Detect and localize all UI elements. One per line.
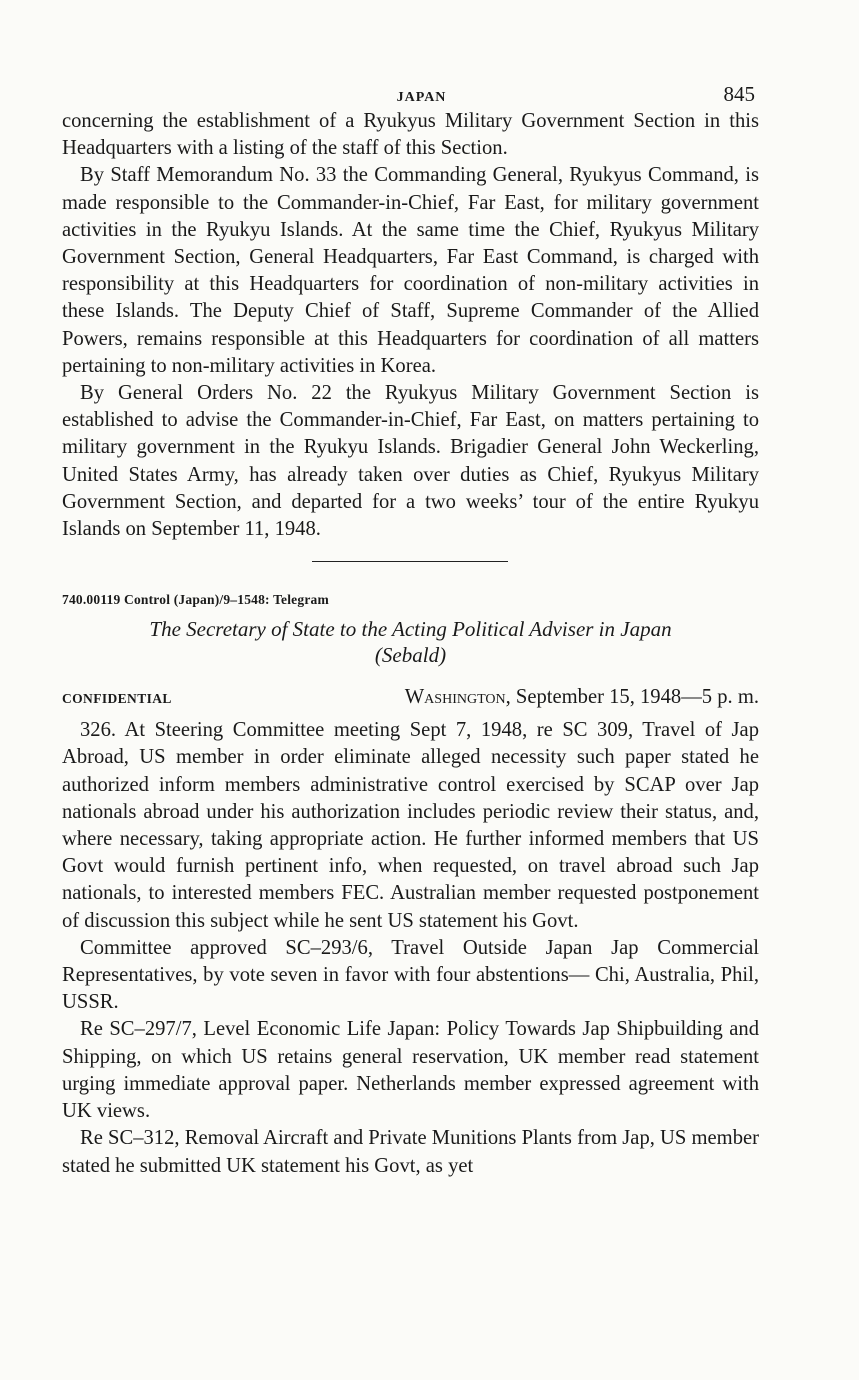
paragraph: Re SC–312, Removal Aircraft and Private Munitions Plants from Jap, US member stated he submitted UK statement his Govt, as yet bbox=[62, 1127, 759, 1177]
classification-label: CONFIDENTIAL bbox=[62, 691, 172, 707]
paragraph: By Staff Memorandum No. 33 the Commanding General, Ryukyus Command, is made responsible to the Commander-in-Chief, Far East, for military government activities in the Ryukyu Islands. At the same time the Chief, Ryukyus Military Government Section, General Headquarters, Far East Command, is charged with responsibility at this Headquarters for coordination of non-military activities in these Islands. The Deputy Chief of Staff, Supreme Commander of the Allied Powers, remains responsible at this Headquarters for coordination of all matters pertaining to non-military activities in Korea. bbox=[62, 164, 759, 377]
paragraph: concerning the establishment of a Ryukyus Military Government Section in this Headquarters with a listing of the staff of this Section. bbox=[62, 110, 759, 160]
document-title-line: The Secretary of State to the Acting Political Adviser in Japan bbox=[149, 617, 672, 642]
paragraph: By General Orders No. 22 the Ryukyus Military Government Section is established to advise the Commander-in-Chief, Far East, on matters pertaining to military government in the Ryukyu Islands. Brigadier General John Weckerling, United States Army, has already taken over duties as Chief, Ryukyus Military Government Section, and departed for a two weeks’ tour of the entire Ryukyu Islands on September 11, 1948. bbox=[62, 382, 759, 541]
section-divider bbox=[312, 561, 508, 562]
paragraph: Re SC–297/7, Level Economic Life Japan: Policy Towards Jap Shipbuilding and Shipping, on which US retains general reservation, UK member read statement urging immediate approval paper. Netherlands member expressed agreement with UK views. bbox=[62, 1018, 759, 1123]
dateline bbox=[405, 686, 759, 709]
intro-section bbox=[62, 108, 759, 543]
document-title bbox=[62, 616, 759, 668]
page-number: 845 bbox=[723, 82, 755, 106]
dateline-row bbox=[62, 686, 759, 709]
dateline-place: Washington, bbox=[404, 686, 511, 709]
telegram-body bbox=[62, 717, 759, 1179]
document-title-line: (Sebald) bbox=[374, 643, 447, 668]
file-reference: 740.00119 Control (Japan)/9–1548: Telegram bbox=[62, 592, 329, 608]
running-head bbox=[62, 78, 759, 108]
running-title: JAPAN bbox=[396, 90, 447, 105]
paragraph: 326. At Steering Committee meeting Sept 7, 1948, re SC 309, Travel of Jap Abroad, US member in order eliminate alleged necessity such paper stated he authorized inform members administrative control exercised by SCAP over Jap nationals abroad under his authorization includes periodic review their status, and, where necessary, taking appropriate action. He further informed members that US Govt would furnish pertinent info, when requested, on travel abroad such Jap nationals, to interested members FEC. Australian member requested postponement of discussion this subject while he sent US statement his Govt. bbox=[62, 719, 759, 932]
paragraph: Committee approved SC–293/6, Travel Outside Japan Jap Commercial Representatives, by vote seven in favor with four abstentions— Chi, Australia, Phil, USSR. bbox=[62, 936, 759, 1014]
dateline-date: September 15, 1948—5 p. m. bbox=[510, 686, 759, 709]
